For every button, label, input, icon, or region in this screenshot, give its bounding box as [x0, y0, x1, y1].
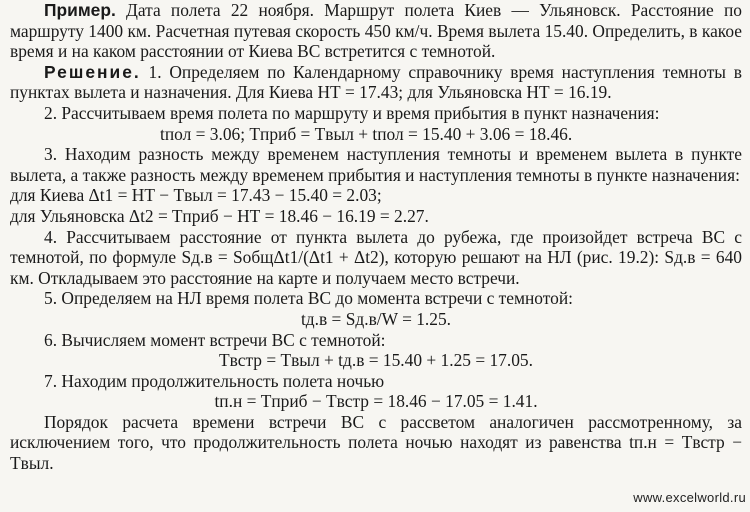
paragraph-step-5: 5. Определяем на НЛ время полета ВС до момента встречи с темнотой:: [44, 288, 573, 309]
paragraph-step-6: 6. Вычисляем момент встречи ВС с темнотой:: [44, 329, 386, 350]
document-page: [10, 0, 742, 474]
solution-step-1: 1. Определяем по Календарному справочнику время наступления темноты в пунктах вылета и назначения. Для Киева НТ = 17.43; для Ульяновска НТ = 16.19.: [10, 61, 742, 103]
paragraph-step-4: 4. Рассчитываем расстояние от пункта вылета до рубежа, где произойдет встреча ВС с темнотой, по формуле Sд.в = SобщΔt1/(Δt1 + Δt2), которую решают на НЛ (рис. 19.2): Sд.в = 640 км. Откладываем это расстояние на карте и получаем место встречи.: [10, 226, 742, 288]
example-text: Дата полета 22 ноября. Маршрут полета Киев — Ульяновск. Расстояние по маршруту 1400 км. Расчетная путевая скорость 450 км/ч. Время вылета 15.40. Определить, в какое время и на каком расстоянии от Киева ВС встретится с темнотой.: [10, 0, 742, 62]
formula-ulyanovsk: для Ульяновска Δt2 = Tприб − НТ = 18.46 − 16.19 = 2.27.: [10, 205, 429, 226]
paragraph-conclusion: Порядок расчета времени встречи ВС с рассветом аналогичен рассмотренному, за исключением того, что продолжительность полета ночью находят из равенства tп.н = Tвстр − Tвыл.: [10, 411, 742, 474]
solution-lead: Решение.: [44, 61, 141, 82]
example-lead: Пример.: [44, 0, 116, 20]
watermark-text: www.excelworld.ru: [633, 490, 746, 506]
paragraph-step-3: 3. Находим разность между временем наступления темноты и временем вылета в пункте вылета, а также разность между временем прибытия и наступления темноты в пункте назначения:: [10, 144, 742, 185]
paragraph-solution: [10, 62, 742, 103]
formula-step-7: tп.н = Tприб − Tвстр = 18.46 − 17.05 = 1.41.: [214, 391, 538, 412]
formula-step-5: tд.в = Sд.в/W = 1.25.: [300, 308, 452, 329]
formula-kiev: для Киева Δt1 = НТ − Tвыл = 17.43 − 15.40 = 2.03;: [10, 185, 382, 206]
paragraph-step-2: 2. Рассчитываем время полета по маршруту и время прибытия в пункт назначения:: [44, 102, 660, 123]
paragraph-example: [10, 0, 742, 62]
paragraph-step-7: 7. Находим продолжительность полета ночью: [44, 370, 385, 391]
formula-step-2: tпол = 3.06; Tприб = Tвыл + tпол = 15.40 + 3.06 = 18.46.: [160, 123, 573, 144]
formula-step-6: Tвстр = Tвыл + tд.в = 15.40 + 1.25 = 17.05.: [219, 350, 533, 371]
